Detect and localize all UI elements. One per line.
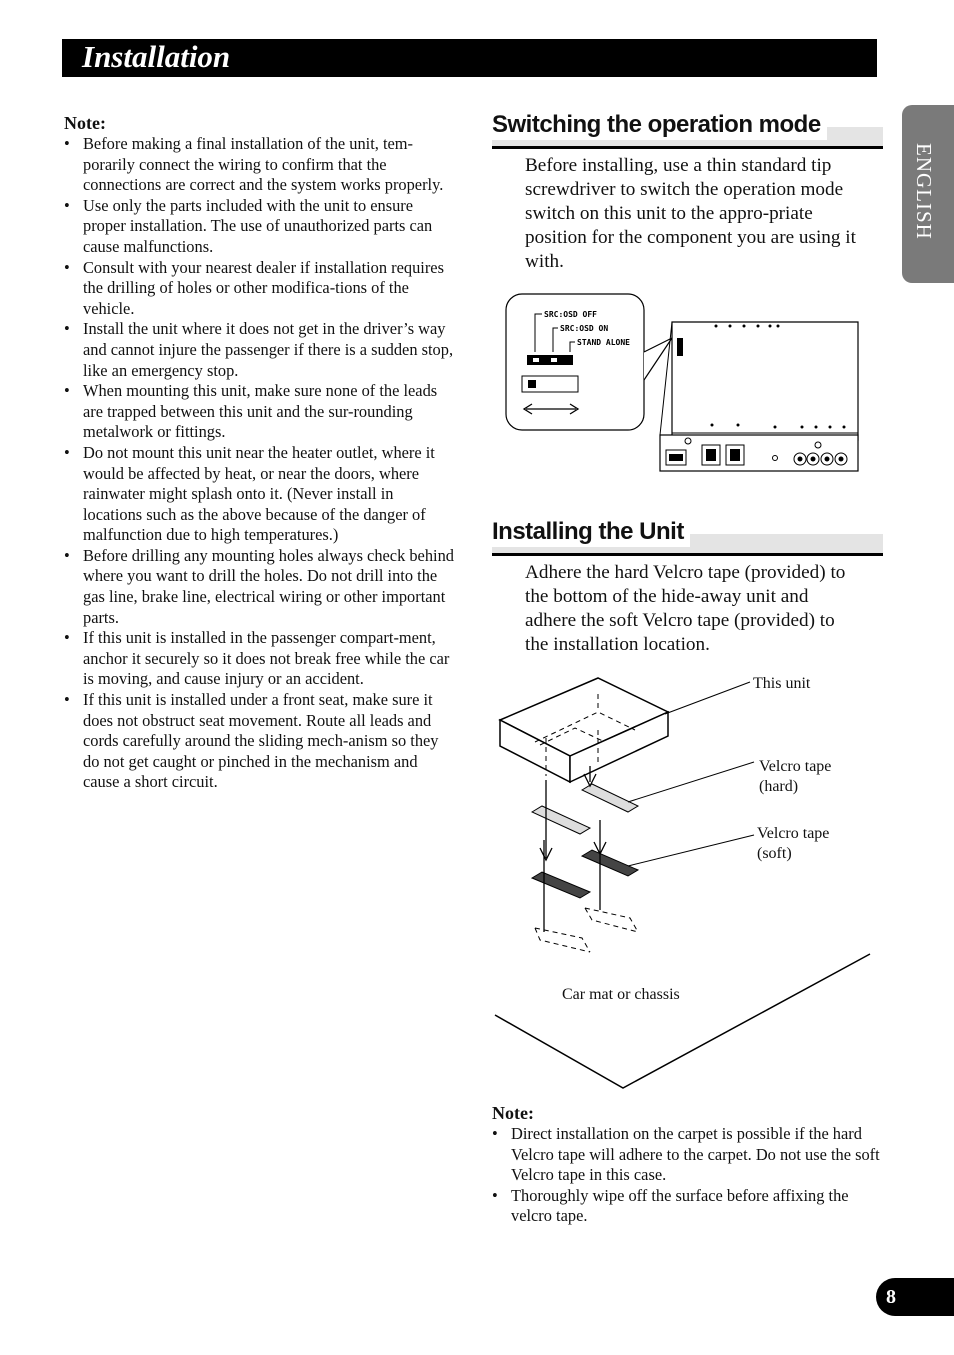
right-note-section: [492, 1102, 884, 1227]
left-note-list: [64, 134, 456, 793]
page-header-bar: [62, 39, 877, 77]
label-this-unit: This unit: [753, 675, 811, 692]
switching-heading-text: Switching the operation mode: [492, 110, 827, 140]
list-item: • Use only the parts included with the unit to ensure proper installation. The use of unauthorized parts can cause malfunctions.: [64, 196, 456, 258]
installing-heading-text: Installing the Unit: [492, 517, 690, 547]
switching-heading: [492, 110, 883, 149]
list-item: • Before making a final installation of the unit, tem-porarily connect the wiring to confirm that the connections are correct and the system works properly.: [64, 134, 456, 196]
installing-heading: [492, 517, 883, 556]
switch-label-stand-alone: STAND ALONE: [577, 338, 630, 347]
list-item: • If this unit is installed under a front seat, make sure it does not obstruct seat movement. Route all leads and cords carefully around the sliding mech-anism so they do not get caught or pinched in the mechanism and cause a short circuit.: [64, 690, 456, 793]
list-item: • Install the unit where it does not get in the driver’s way and cannot injure the passenger if there is a sudden stop, like an emergency stop.: [64, 319, 456, 381]
list-item: • Direct installation on the carpet is possible if the hard Velcro tape will adhere to the carpet. Do not use the soft Velcro tape in this case.: [492, 1124, 884, 1186]
switch-label-osd-off: SRC:OSD OFF: [544, 310, 597, 319]
page-number: 8: [886, 1286, 896, 1308]
page-title: Installation: [82, 39, 231, 74]
page-number-tab: [876, 1278, 954, 1316]
list-item: • Before drilling any mounting holes always check behind where you want to drill the holes. Do not drill into the gas line, brake line, electrical wiring or other important parts.: [64, 546, 456, 628]
language-tab-label: ENGLISH: [912, 143, 936, 240]
label-car-mat: Car mat or chassis: [562, 986, 680, 1003]
list-item: • Consult with your nearest dealer if installation requires the drilling of holes or other modifica-tions of the vehicle.: [64, 258, 456, 320]
left-note-title: Note:: [64, 113, 106, 133]
mode-switch-diagram: [500, 290, 870, 475]
right-note-list: [492, 1124, 884, 1227]
switching-body: Before installing, use a thin standard tip screwdriver to switch the operation mode switch on this unit to the appro-priate position for the component you are using it with.: [525, 155, 856, 272]
list-item: • Do not mount this unit near the heater outlet, where it would be affected by heat, or near the doors, where rainwater might splash onto it. (Never install in locations such as the above because of the danger of malfunction due to high temperatures.): [64, 443, 456, 546]
installation-diagram: [490, 670, 880, 1095]
language-tab: [902, 105, 954, 283]
list-item: • Thoroughly wipe off the surface before affixing the velcro tape.: [492, 1186, 884, 1227]
list-item: • When mounting this unit, make sure none of the leads are trapped between this unit and the sur-rounding metalwork or fittings.: [64, 381, 456, 443]
installing-body: Adhere the hard Velcro tape (provided) to the bottom of the hide-away unit and adhere the soft Velcro tape (provided) to the installation location.: [525, 562, 846, 655]
right-note-title: Note:: [492, 1103, 534, 1123]
label-velcro-hard: Velcro tape (hard): [759, 758, 832, 795]
switch-label-osd-on: SRC:OSD ON: [560, 324, 609, 333]
list-item: • If this unit is installed in the passenger compart-ment, anchor it securely so it does not break free while the car is moving, and cause injury or an accident.: [64, 628, 456, 690]
label-velcro-soft: Velcro tape (soft): [757, 825, 830, 862]
left-note-section: [64, 112, 456, 793]
